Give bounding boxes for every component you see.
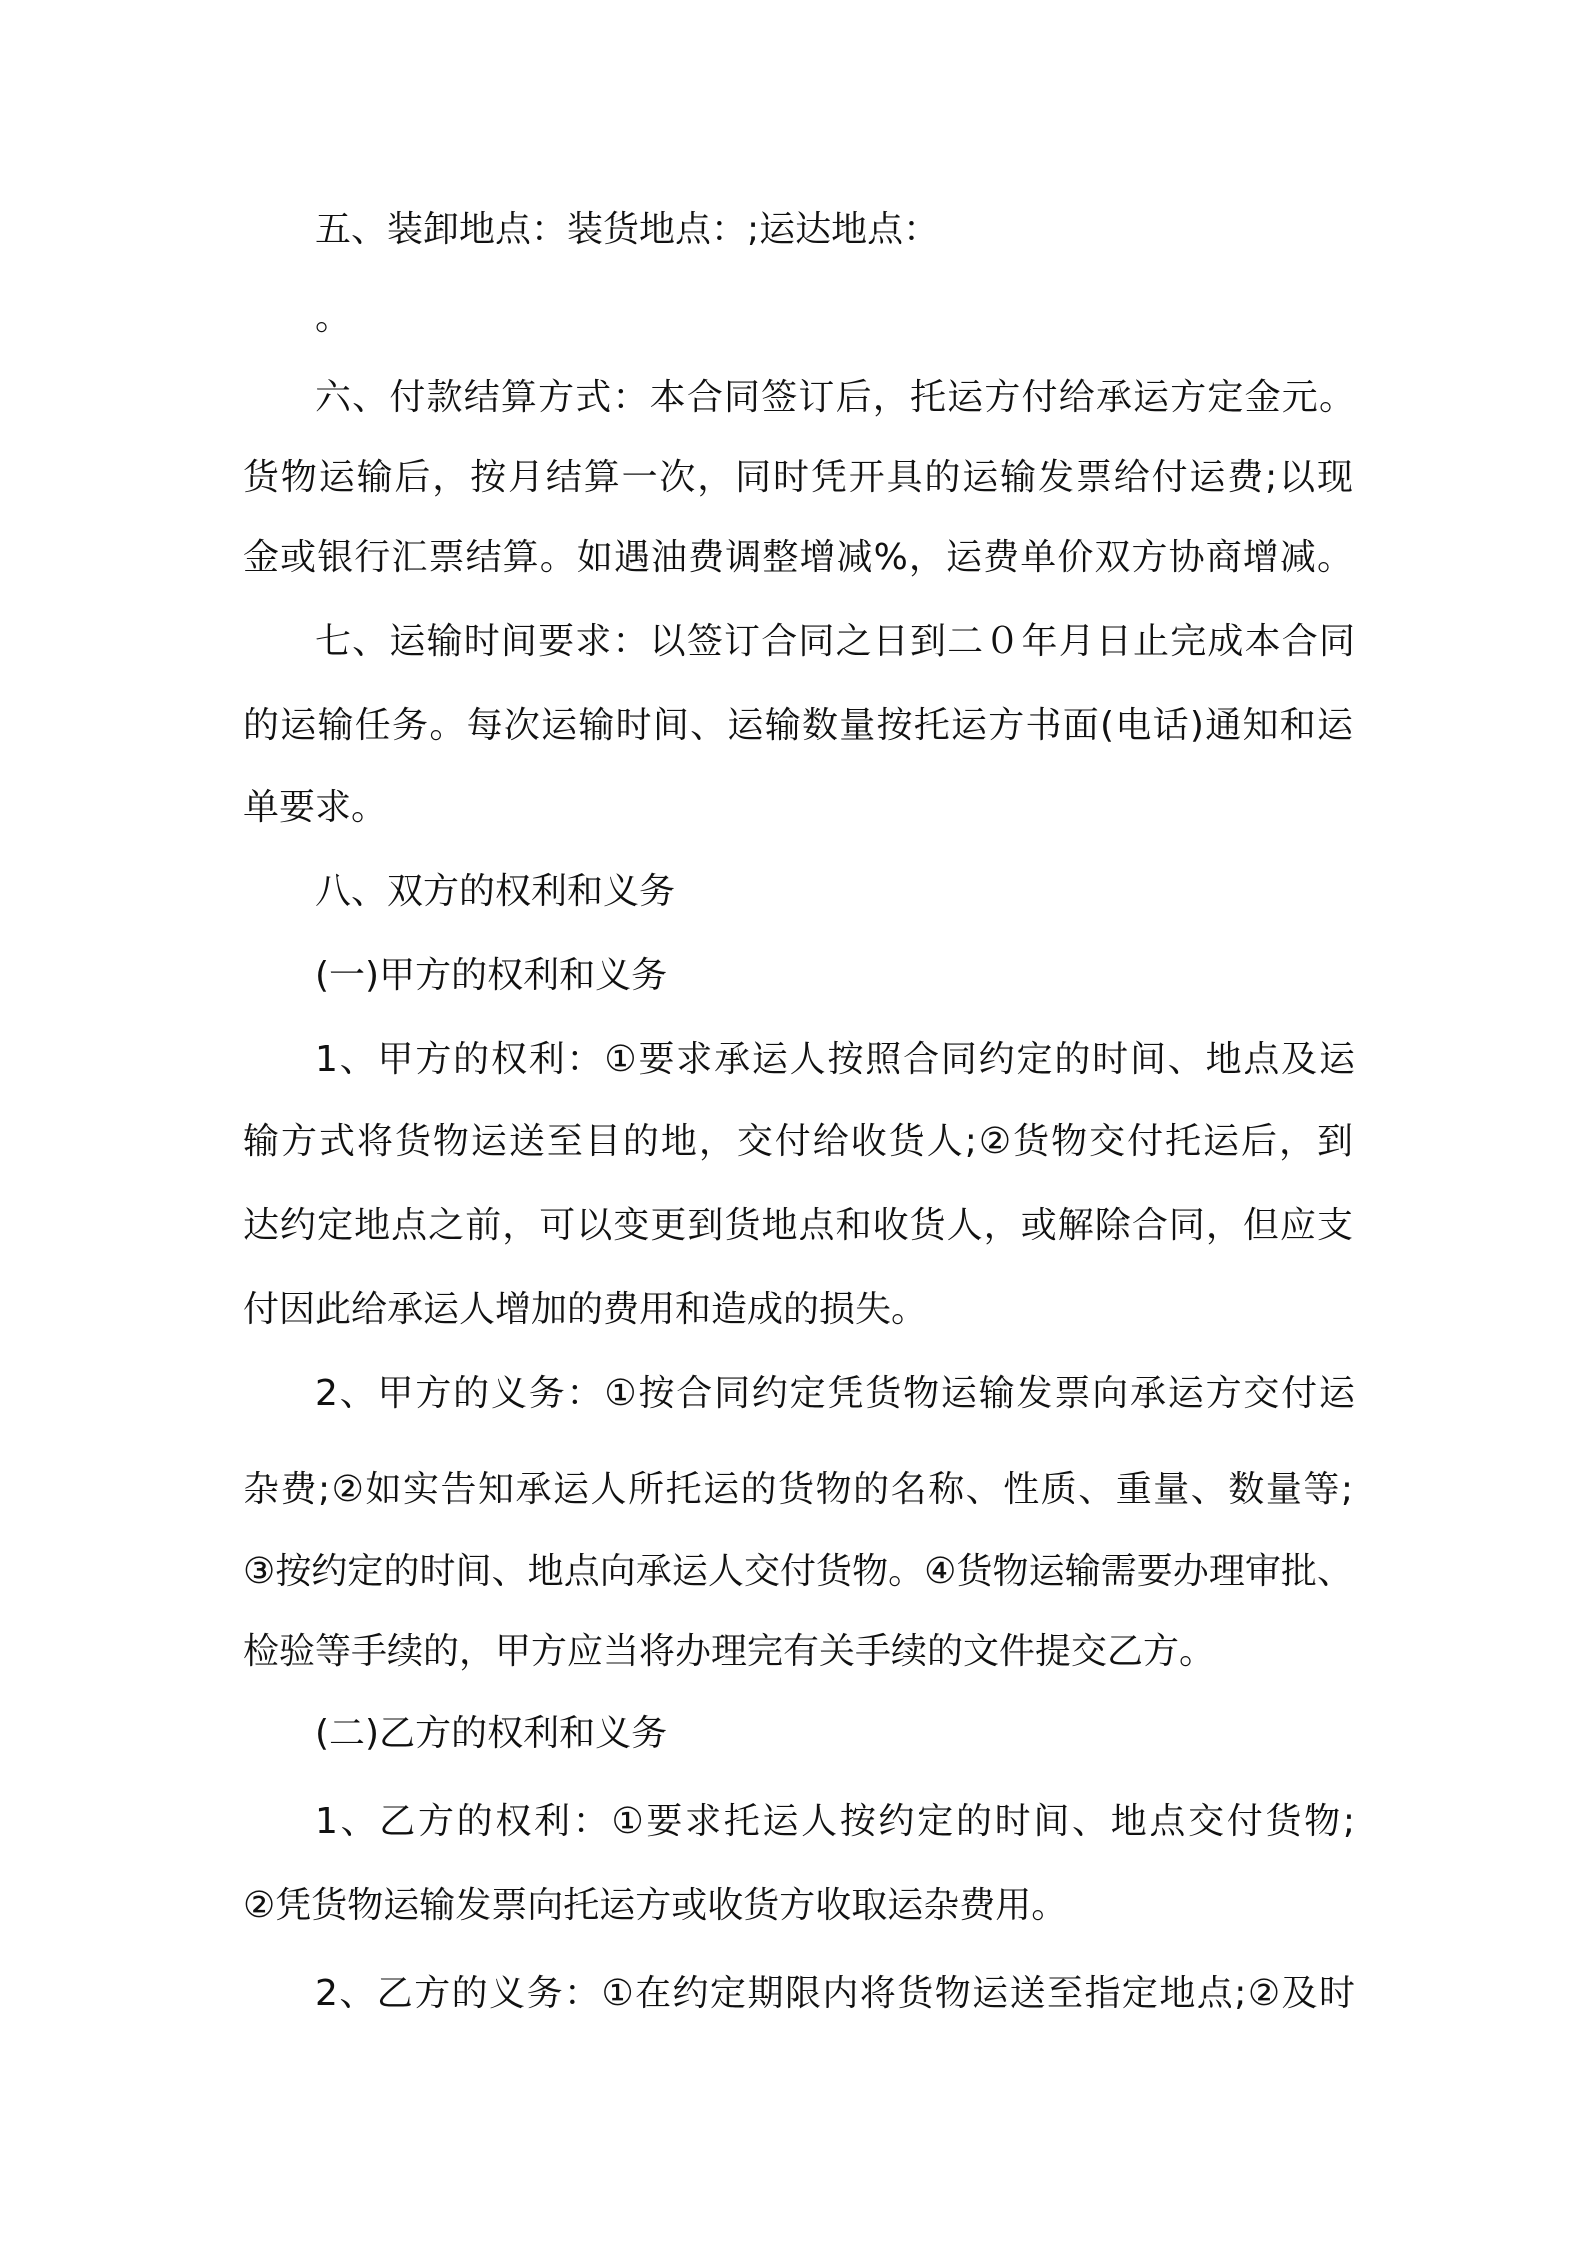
- party-a-duties-line-4: 检验等手续的，甲方应当将办理完有关手续的文件提交乙方。: [243, 1631, 1216, 1672]
- party-a-duties-line-1: 2、甲方的义务：①按合同约定凭货物运输发票向承运方交付运: [315, 1373, 1355, 1414]
- section-6-payment-line-2: 货物运输后，按月结算一次，同时凭开具的运输发票给付运费;以现: [243, 457, 1353, 498]
- section-8-heading: 八、双方的权利和义务: [315, 871, 676, 912]
- party-a-rights-line-4: 付因此给承运人增加的费用和造成的损失。: [243, 1289, 928, 1330]
- party-a-duties-line-3: ③按约定的时间、地点向承运人交付货物。④货物运输需要办理审批、: [243, 1551, 1353, 1592]
- section-6-payment-line-3: 金或银行汇票结算。如遇油费调整增减%，运费单价双方协商增减。: [243, 537, 1353, 578]
- section-7-time-line-2: 的运输任务。每次运输时间、运输数量按托运方书面(电话)通知和运: [243, 705, 1353, 746]
- section-5-loading-location: 五、装卸地点：装货地点：;运达地点：: [315, 209, 940, 250]
- party-b-rights-line-2: ②凭货物运输发票向托运方或收货方收取运杂费用。: [243, 1885, 1068, 1926]
- section-7-time-line-3: 单要求。: [243, 787, 388, 828]
- section-6-payment-line-1: 六、付款结算方式：本合同签订后，托运方付给承运方定金元。: [315, 377, 1355, 418]
- party-a-rights-line-1: 1、甲方的权利：①要求承运人按照合同约定的时间、地点及运: [315, 1039, 1355, 1080]
- subsection-party-b-heading: (二)乙方的权利和义务: [315, 1713, 668, 1754]
- party-b-rights-line-1: 1、乙方的权利：①要求托运人按约定的时间、地点交付货物;: [315, 1801, 1355, 1842]
- party-a-rights-line-2: 输方式将货物运送至目的地，交付给收货人;②货物交付托运后，到: [243, 1121, 1353, 1162]
- party-a-rights-line-3: 达约定地点之前，可以变更到货地点和收货人，或解除合同，但应支: [243, 1205, 1353, 1246]
- party-b-duties-line-1: 2、乙方的义务：①在约定期限内将货物运送至指定地点;②及时: [315, 1973, 1355, 2014]
- section-5-end-mark: 。: [315, 297, 352, 338]
- section-7-time-line-1: 七、运输时间要求：以签订合同之日到二０年月日止完成本合同: [315, 621, 1355, 662]
- party-a-duties-line-2: 杂费;②如实告知承运人所托运的货物的名称、性质、重量、数量等;: [243, 1469, 1353, 1510]
- subsection-party-a-heading: (一)甲方的权利和义务: [315, 955, 668, 996]
